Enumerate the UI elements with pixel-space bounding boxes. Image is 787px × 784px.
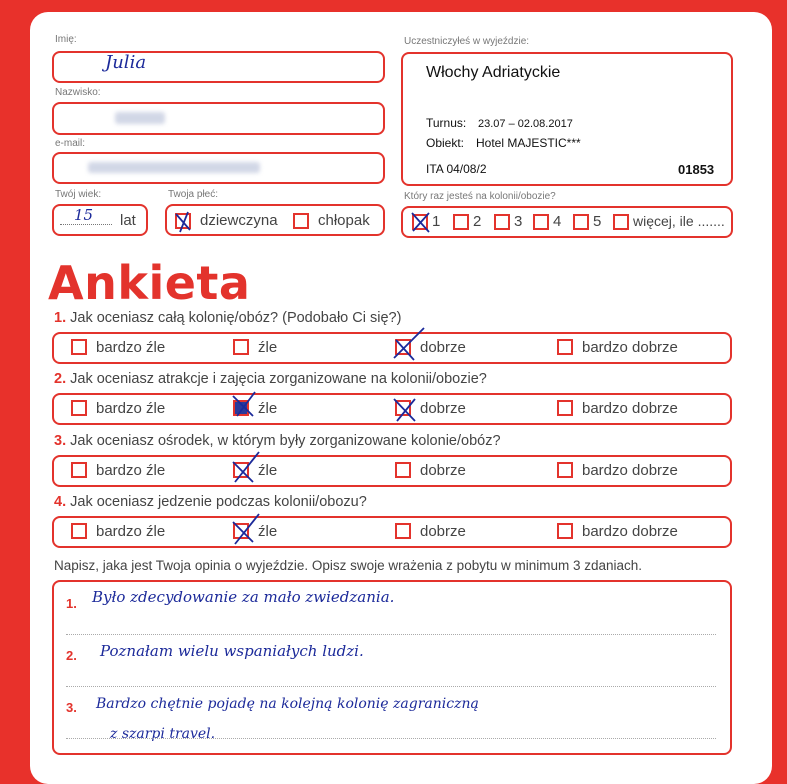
gender-label: Twoja płeć: [168, 189, 219, 200]
survey-title: Ankieta [48, 256, 251, 310]
q4-checkbox-dobrze[interactable] [395, 523, 411, 539]
obiekt-value: Hotel MAJESTIC*** [476, 136, 581, 150]
q3-checkbox-bardzo-zle[interactable] [71, 462, 87, 478]
opinion-line-3-continuation: z szarpi travel. [110, 726, 216, 742]
q2-checkbox-bardzo-dobrze[interactable] [557, 400, 573, 416]
obiekt-label: Obiekt: [426, 136, 465, 150]
q3-option-bardzo-dobrze: bardzo dobrze [582, 462, 678, 479]
times-checkbox-3[interactable] [494, 214, 510, 230]
question-1-number: 1. [54, 310, 67, 326]
q4-checkbox-zle[interactable] [233, 523, 249, 539]
q4-option-zle: źle [258, 523, 278, 540]
question-3-text: Jak oceniasz ośrodek, w którym były zorganizowane kolonie/obóz? [70, 433, 501, 449]
trip-number: 01853 [678, 162, 715, 177]
opinion-ruled-line [66, 738, 716, 739]
q1-checkbox-bardzo-dobrze[interactable] [557, 339, 573, 355]
email-label: e-mail: [55, 138, 86, 149]
surname-redacted [115, 112, 165, 124]
trip-code: ITA 04/08/2 [426, 162, 487, 176]
times-checkbox-2[interactable] [453, 214, 469, 230]
q1-option-dobrze: dobrze [420, 339, 466, 356]
q4-checkbox-bardzo-zle[interactable] [71, 523, 87, 539]
question-3-number: 3. [54, 433, 67, 449]
q4-checkbox-bardzo-dobrze[interactable] [557, 523, 573, 539]
q1-option-bardzo-dobrze: bardzo dobrze [582, 339, 678, 356]
q2-option-dobrze: dobrze [420, 400, 466, 417]
q2-option-zle: źle [258, 400, 278, 417]
question-4-number: 4. [54, 494, 67, 510]
q4-option-dobrze: dobrze [420, 523, 466, 540]
q4-option-bardzo-dobrze: bardzo dobrze [582, 523, 678, 540]
turnus-value: 23.07 – 02.08.2017 [478, 118, 573, 130]
q1-checkbox-dobrze[interactable] [395, 339, 411, 355]
q3-option-zle: źle [258, 462, 278, 479]
turnus-label: Turnus: [426, 116, 467, 130]
question-2-text: Jak oceniasz atrakcje i zajęcia zorganizowane na kolonii/obozie? [70, 371, 487, 387]
times-option-4: 4 [553, 213, 562, 230]
q4-option-bardzo-zle: bardzo źle [96, 523, 166, 540]
opinion-line-3-number: 3. [66, 700, 77, 715]
times-label: Który raz jesteś na kolonii/obozie? [404, 191, 556, 202]
gender-option-chlopak: chłopak [318, 212, 370, 229]
times-option-more: więcej, ile ....... [633, 213, 725, 229]
opinion-line-2-number: 2. [66, 648, 77, 663]
q2-option-bardzo-dobrze: bardzo dobrze [582, 400, 678, 417]
times-checkbox-1[interactable] [412, 214, 428, 230]
times-checkbox-more[interactable] [613, 214, 629, 230]
question-4 [54, 494, 367, 510]
times-checkbox-4[interactable] [533, 214, 549, 230]
q3-checkbox-bardzo-dobrze[interactable] [557, 462, 573, 478]
question-1-text: Jak oceniasz całą kolonię/obóz? (Podobało Ci się?) [70, 310, 402, 326]
opinion-ruled-line [66, 686, 716, 687]
q1-option-bardzo-zle: bardzo źle [96, 339, 166, 356]
age-label: Twój wiek: [55, 189, 102, 200]
opinion-line-1-text: Było zdecydowanie za mało zwiedzania. [92, 588, 395, 606]
surname-field[interactable] [52, 102, 385, 135]
q2-option-bardzo-zle: bardzo źle [96, 400, 166, 417]
gender-checkbox-chlopak[interactable] [293, 213, 309, 229]
name-field[interactable] [52, 51, 385, 83]
gender-option-dziewczyna: dziewczyna [200, 212, 278, 229]
q2-checkbox-bardzo-zle[interactable] [71, 400, 87, 416]
opinion-line-1-number: 1. [66, 596, 77, 611]
times-option-5: 5 [593, 213, 602, 230]
q2-checkbox-dobrze[interactable] [395, 400, 411, 416]
times-option-1: 1 [432, 213, 441, 230]
question-1 [54, 310, 401, 326]
question-4-text: Jak oceniasz jedzenie podczas kolonii/obozu? [70, 494, 367, 510]
times-option-3: 3 [514, 213, 523, 230]
times-checkbox-5[interactable] [573, 214, 589, 230]
opinion-ruled-line [66, 634, 716, 635]
times-option-2: 2 [473, 213, 482, 230]
opinion-line-3-text: Bardzo chętnie pojadę na kolejną kolonię zagraniczną [96, 696, 479, 712]
email-redacted [88, 162, 260, 173]
age-unit: lat [120, 212, 136, 229]
trip-destination: Włochy Adriatyckie [426, 64, 561, 81]
opinion-prompt: Napisz, jaka jest Twoja opinia o wyjeździe. Opisz swoje wrażenia z pobytu w minimum 3 zdaniach. [54, 558, 643, 573]
question-3 [54, 433, 501, 449]
q2-checkbox-zle[interactable] [233, 400, 249, 416]
q1-option-zle: źle [258, 339, 278, 356]
q3-option-dobrze: dobrze [420, 462, 466, 479]
trip-label: Uczestniczyłeś w wyjeździe: [404, 36, 530, 47]
age-handwritten: 15 [74, 206, 94, 224]
q3-checkbox-zle[interactable] [233, 462, 249, 478]
question-2-number: 2. [54, 371, 67, 387]
q1-checkbox-zle[interactable] [233, 339, 249, 355]
q1-checkbox-bardzo-zle[interactable] [71, 339, 87, 355]
name-label: Imię: [55, 34, 77, 45]
opinion-line-2-text: Poznałam wielu wspaniałych ludzi. [100, 642, 364, 660]
name-handwritten: Julia [105, 52, 147, 73]
surname-label: Nazwisko: [55, 87, 101, 98]
q3-option-bardzo-zle: bardzo źle [96, 462, 166, 479]
gender-checkbox-dziewczyna[interactable] [175, 213, 191, 229]
age-dotted-line [60, 224, 112, 225]
question-2 [54, 371, 487, 387]
q3-checkbox-dobrze[interactable] [395, 462, 411, 478]
